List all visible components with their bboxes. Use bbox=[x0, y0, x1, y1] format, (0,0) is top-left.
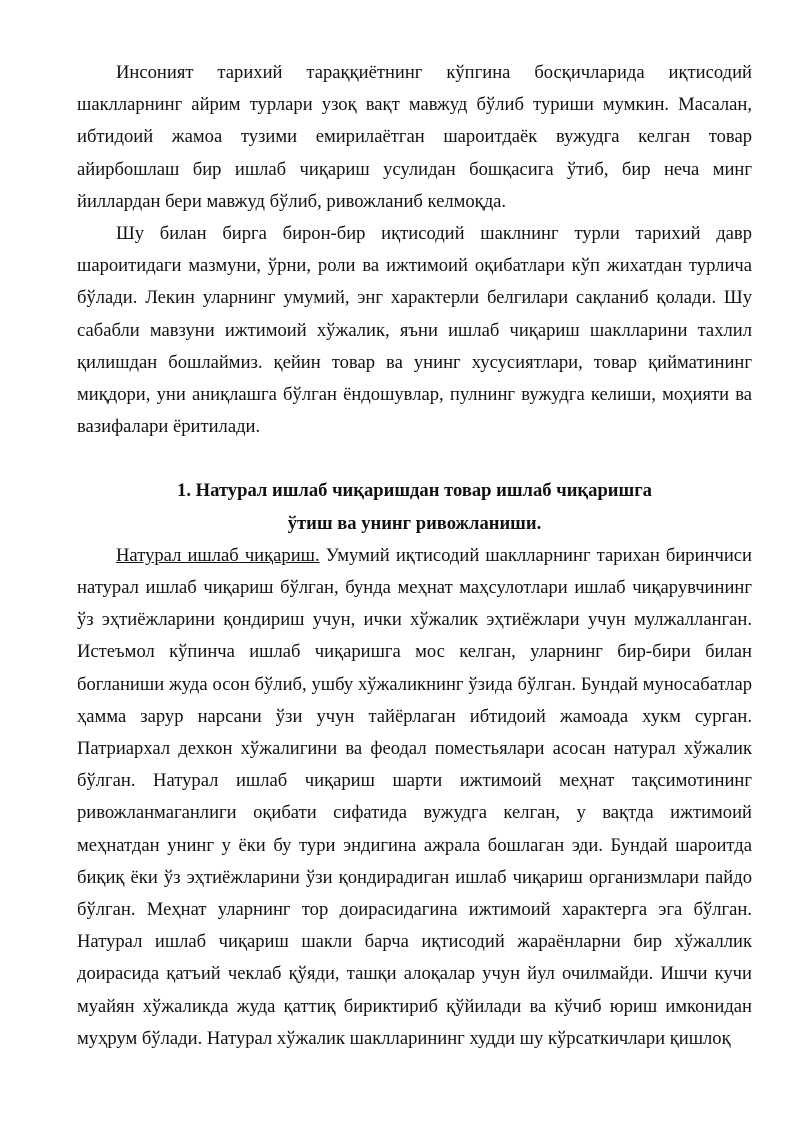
section-term: Натурал ишлаб чиқариш. bbox=[116, 544, 320, 566]
section-body-text: Умумий иқтисодий шаклларнинг тарихан биринчиси натурал ишлаб чиқариш бўлган, бунда меҳнат маҳсулотлари ишлаб чиқарувчининг ўз эҳтиёжларини қондириш учун, ички хўжалик эҳтиёжлари учун мулжалланган. Истеъмол кўпинча ишлаб чиқаришга мос келган, уларнинг бир-бири билан богланиши жуда осон бўлиб, ушбу хўжаликнинг ўзида бўлган. Бундай муносабатлар ҳамма зарур нарсани ўзи учун тайёрлаган ибтидоий жамоада хукм сурган. Патриархал дехкон хўжалигини ва феодал поместьялари асосан натурал хўжалик бўлган. Натурал ишлаб чиқариш шарти ижтимоий меҳнат тақсимотининг ривожланмаганлиги оқибати сифатида вужудга келган, у вақтда ижтимоий меҳнатдан унинг у ёки бу тури эндигина ажрала бошлаган эди. Бундай шароитда биқиқ ёки ўз эҳтиёжларини ўзи қондирадиган ишлаб чиқариш организмлари пайдо бўлган. Меҳнат уларнинг тор доирасидагина ижтимоий характерга эга бўлган. Натурал ишлаб чиқариш шакли барча иқтисодий жараёнларни бир хўжаллик доирасида қатъий чеклаб қўяди, ташқи алоқалар учун йул очилмайди. Ишчи кучи муайян хўжаликда жуда қаттиқ бириктириб қўйилади ва кўчиб юриш имконидан муҳрум бўлади. Натурал хўжалик шаклларининг худди шу кўрсаткичлари қишлоқ bbox=[77, 544, 752, 1049]
intro-paragraph-2: Шу билан бирга бирон-бир иқтисодий шаклнинг турли тарихий давр шароитидаги мазмуни, ўрни, роли ва ижтимоий оқибатлари кўп жихатдан турлича бўлади. Лекин уларнинг умумий, энг характерли белгилари сақланиб қолади. Шу сабабли мавзуни ижтимоий хўжалик, яъни ишлаб чиқариш шаклларини тахлил қилишдан бошлаймиз. қейин товар ва унинг хусусиятлари, товар қийматининг миқдори, уни аниқлашга бўлган ёндошувлар, пулнинг вужудга келиши, моҳияти ва вазифалари ёритилади. bbox=[77, 223, 752, 438]
section-spacer bbox=[77, 443, 752, 475]
intro-paragraph-1: Инсоният тарихий тараққиётнинг кўпгина босқичларида иқтисодий шаклларнинг айрим турлари узоқ вақт мавжуд бўлиб туриши мумкин. Масалан, ибтидоий жамоа тузими емирилаётган шароитдаёк вужудга келган товар айирбошлаш бир ишлаб чиқариш усулидан бошқасига ўтиб, бир неча минг йиллардан бери мавжуд бўлиб, ривожланиб келмоқда. bbox=[77, 62, 752, 212]
section-heading-line-2: ўтиш ва унинг ривожланиши. bbox=[287, 512, 542, 534]
section-paragraph bbox=[77, 540, 752, 1055]
document-page bbox=[77, 57, 752, 1055]
section-heading-line-1: 1. Натурал ишлаб чиқаришдан товар ишлаб чиқаришга bbox=[177, 480, 652, 502]
